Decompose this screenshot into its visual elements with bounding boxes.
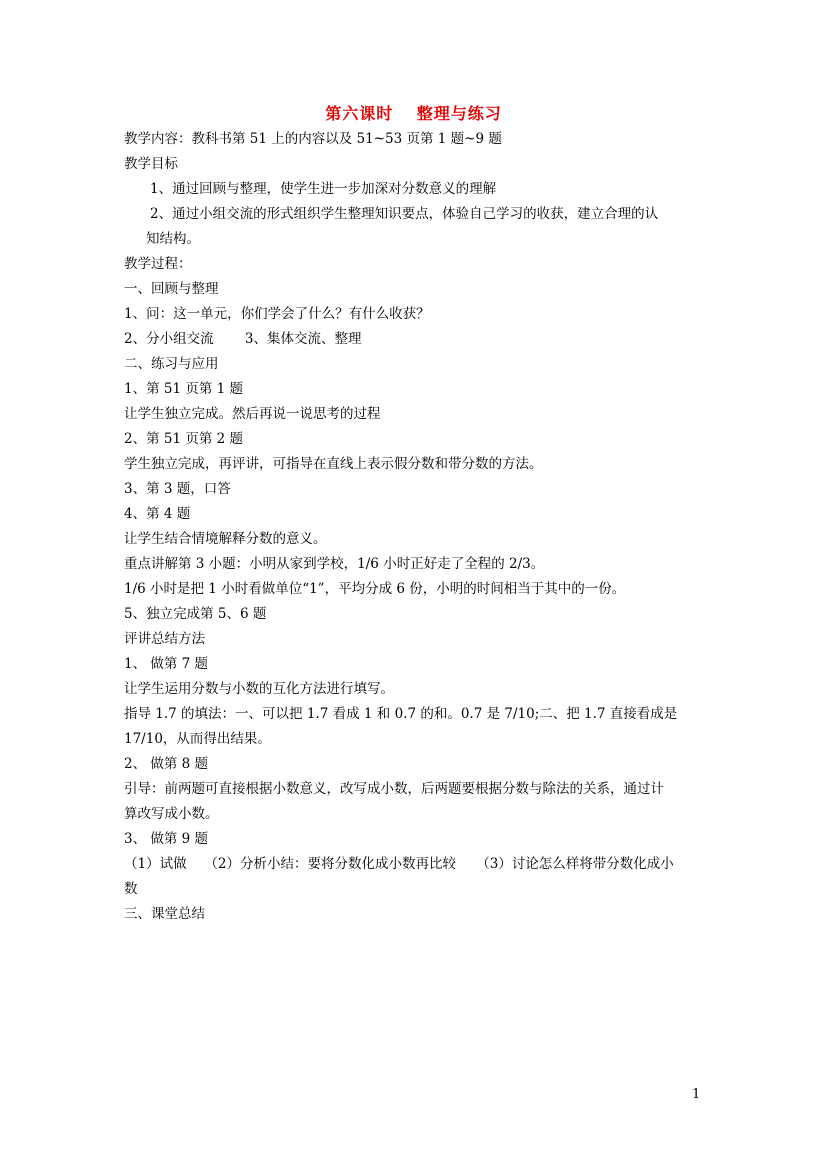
text-line-exercise-7: 1、 做第 7 题 <box>124 656 209 672</box>
text-line-question: 1、问：这一单元，你们学会了什么？有什么收获？ <box>124 306 430 322</box>
text-line-guide-1-7-continued: 17/10，从而得出结果。 <box>124 731 271 747</box>
text-line-exercise-4: 4、第 4 题 <box>124 506 191 522</box>
text-line-group-exchange: 2、分小组交流 3、集体交流、整理 <box>124 331 362 347</box>
text-line-goal-1: 1、通过回顾与整理，使学生进一步加深对分数意义的理解 <box>150 181 497 197</box>
text-line-exercise-7-detail: 让学生运用分数与小数的互化方法进行填写。 <box>124 681 394 697</box>
text-line-exercise-8-guide-continued: 算改写成小数。 <box>124 806 219 822</box>
text-line-goal-2: 2、通过小组交流的形式组织学生整理知识要点，体验自己学习的收获，建立合理的认 <box>150 206 659 222</box>
text-line-section-2: 二、练习与应用 <box>124 356 219 372</box>
text-line-exercise-8-guide: 引导：前两题可直接根据小数意义，改写成小数，后两题要根据分数与除法的关系，通过计 <box>124 781 664 797</box>
text-line-exercise-9-steps: （1）试做 （2）分析小结：要将分数化成小数再比较 （3）讨论怎么样将带分数化成小 <box>124 856 674 872</box>
text-line-exercise-5-6: 5、独立完成第 5、6 题 <box>124 606 267 622</box>
text-line-section-1: 一、回顾与整理 <box>124 281 219 297</box>
text-line-summary-method: 评讲总结方法 <box>124 631 205 647</box>
page-number: 1 <box>692 1087 701 1102</box>
text-line-teaching-content: 教学内容：教科书第 51 上的内容以及 51~53 页第 1 题~9 题 <box>124 131 502 147</box>
text-line-exercise-2: 2、第 51 页第 2 题 <box>124 431 244 447</box>
text-line-key-point-explanation: 1/6 小时是把 1 小时看做单位“1”，平均分成 6 份，小明的时间相当于其中的一份。 <box>124 581 626 597</box>
document-title: 第六课时 整理与练习 <box>325 104 502 123</box>
text-line-section-3: 三、课堂总结 <box>124 906 205 922</box>
text-line-exercise-8: 2、 做第 8 题 <box>124 756 209 772</box>
text-line-exercise-1: 1、第 51 页第 1 题 <box>124 381 244 397</box>
text-line-teaching-process: 教学过程： <box>124 256 192 272</box>
text-line-exercise-9: 3、 做第 9 题 <box>124 831 209 847</box>
text-line-key-point: 重点讲解第 3 小题：小明从家到学校，1/6 小时正好走了全程的 2/3。 <box>124 556 545 572</box>
text-line-exercise-1-detail: 让学生独立完成。然后再说一说思考的过程 <box>124 406 381 422</box>
text-line-teaching-goals: 教学目标 <box>124 156 178 172</box>
text-line-exercise-4-detail: 让学生结合情境解释分数的意义。 <box>124 531 327 547</box>
text-line-exercise-3: 3、第 3 题，口答 <box>124 481 231 497</box>
text-line-exercise-9-steps-continued: 数 <box>124 881 138 897</box>
text-line-exercise-2-detail: 学生独立完成，再评讲，可指导在直线上表示假分数和带分数的方法。 <box>124 456 543 472</box>
text-line-goal-2-continued: 知结构。 <box>146 231 200 247</box>
text-line-guide-1-7: 指导 1.7 的填法：一、可以把 1.7 看成 1 和 0.7 的和。0.7 是 7/10;二、把 1.7 直接看成是 <box>124 706 678 722</box>
